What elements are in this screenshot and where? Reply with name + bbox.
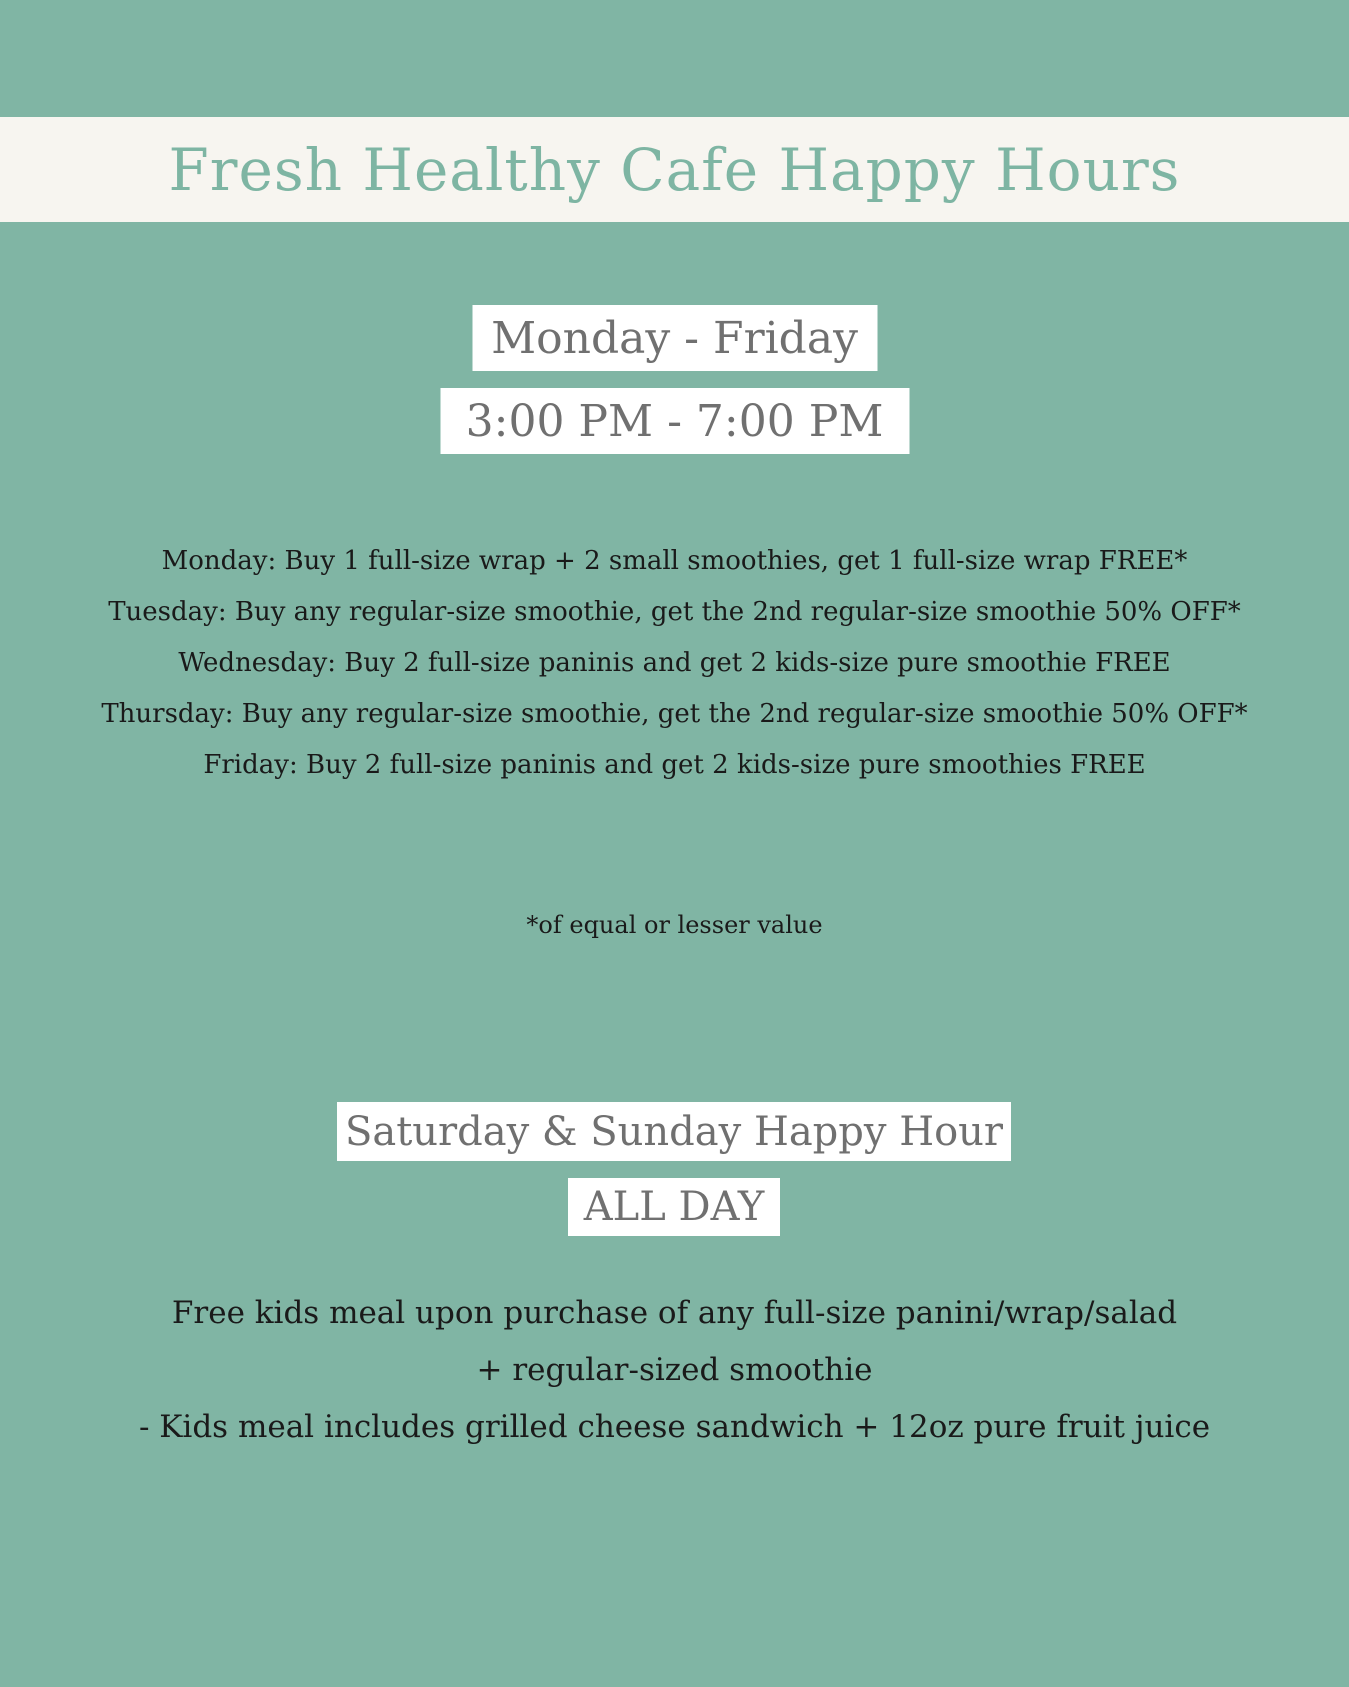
deal-friday: Friday: Buy 2 full-size paninis and get 2 kids-size pure smoothies FREE: [203, 750, 1146, 780]
weekday-deals-list: [100, 536, 1249, 791]
deal-tuesday: Tuesday: Buy any regular-size smoothie, get the 2nd regular-size smoothie 50% OFF*: [108, 597, 1241, 627]
deal-wednesday: Wednesday: Buy 2 full-size paninis and get 2 kids-size pure smoothie FREE: [178, 648, 1171, 678]
deal-monday: Monday: Buy 1 full-size wrap + 2 small smoothies, get 1 full-size wrap FREE*: [161, 546, 1188, 576]
weekend-days-label: Saturday & Sunday Happy Hour: [337, 1102, 1011, 1161]
weekday-days-label: Monday - Friday: [472, 305, 877, 371]
title-banner: [0, 117, 1349, 222]
weekend-deal-line: - Kids meal includes grilled cheese sandwich + 12oz pure fruit juice: [138, 1409, 1211, 1445]
deal-thursday: Thursday: Buy any regular-size smoothie, get the 2nd regular-size smoothie 50% OFF*: [101, 699, 1248, 729]
weekend-deal-line: Free kids meal upon purchase of any full-size panini/wrap/salad: [171, 1295, 1178, 1331]
weekend-deal-line: + regular-sized smoothie: [476, 1352, 873, 1388]
page-title: Fresh Healthy Cafe Happy Hours: [168, 135, 1181, 204]
weekday-hours-label: 3:00 PM - 7:00 PM: [440, 388, 909, 454]
weekend-hours-label: ALL DAY: [568, 1178, 780, 1236]
footnote: *of equal or lesser value: [526, 911, 823, 939]
weekend-deal: [60, 1285, 1289, 1456]
